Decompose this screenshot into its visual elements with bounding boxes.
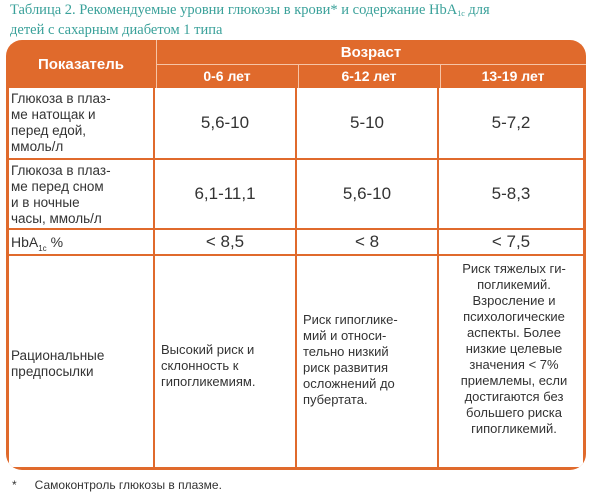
rationale-note: Риск гипоглике- мий и относи- тельно низкий риск развития осложнений до пубертата. xyxy=(303,312,398,407)
footnote xyxy=(12,478,222,492)
value-cell: < 7,5 xyxy=(491,232,531,251)
caption-sub: 1c xyxy=(457,9,465,18)
row-label-rationale: Рациональные предпосылки xyxy=(11,348,105,379)
table-row xyxy=(9,230,583,254)
rationale-note: Высокий риск и склонность к гипогликемиям. xyxy=(161,342,256,389)
row-label-fasting-glucose: Глюкоза в плаз- ме натощак и перед едой, ммоль/л xyxy=(11,91,111,154)
header-col-13-19: 13-19 лет xyxy=(481,68,545,84)
hba1c-label: HbA xyxy=(11,234,39,250)
value-cell: 5-8,3 xyxy=(491,184,531,203)
value-cell: 5-7,2 xyxy=(491,113,531,132)
value-cell: 5,6-10 xyxy=(342,184,392,203)
value-cell: < 8,5 xyxy=(205,232,245,251)
footnote-text: Самоконтроль глюкозы в плазме. xyxy=(34,478,222,492)
value-cell: 6,1-11,1 xyxy=(194,184,256,203)
hba1c-sub: 1c xyxy=(38,243,47,253)
hba1c-unit: % xyxy=(46,234,64,250)
table-row xyxy=(9,160,583,228)
table-row xyxy=(9,256,583,467)
row-label-night-glucose: Глюкоза в плаз- ме перед сном и в ночные часы, ммоль/л xyxy=(11,163,111,226)
table-row xyxy=(9,88,583,158)
value-cell: 5-10 xyxy=(349,113,385,132)
table-caption xyxy=(10,2,595,39)
value-cell: 5,6-10 xyxy=(200,113,250,132)
footnote-star: * xyxy=(12,478,17,492)
header-col-6-12: 6-12 лет xyxy=(341,68,397,84)
caption-line-1-end: для xyxy=(464,2,490,18)
table-body xyxy=(9,88,583,467)
table-header xyxy=(6,40,586,88)
caption-line-2: детей с сахарным диабетом 1 типа xyxy=(10,22,223,38)
rationale-note: Риск тяжелых ги- погликемий. Взросление и психологические аспекты. Более низкие целевые значения < 7% приемлемы, если достигаются без большего риска гипогликемий. xyxy=(460,261,568,436)
glucose-table xyxy=(6,40,586,470)
caption-line-1: Таблица 2. Рекомендуемые уровни глюкозы в крови* и содержание HbA xyxy=(10,2,458,18)
header-col-0-6: 0-6 лет xyxy=(203,68,251,84)
header-age: Возраст xyxy=(340,43,402,61)
header-parameter: Показатель xyxy=(37,55,124,73)
value-cell: < 8 xyxy=(354,232,380,251)
